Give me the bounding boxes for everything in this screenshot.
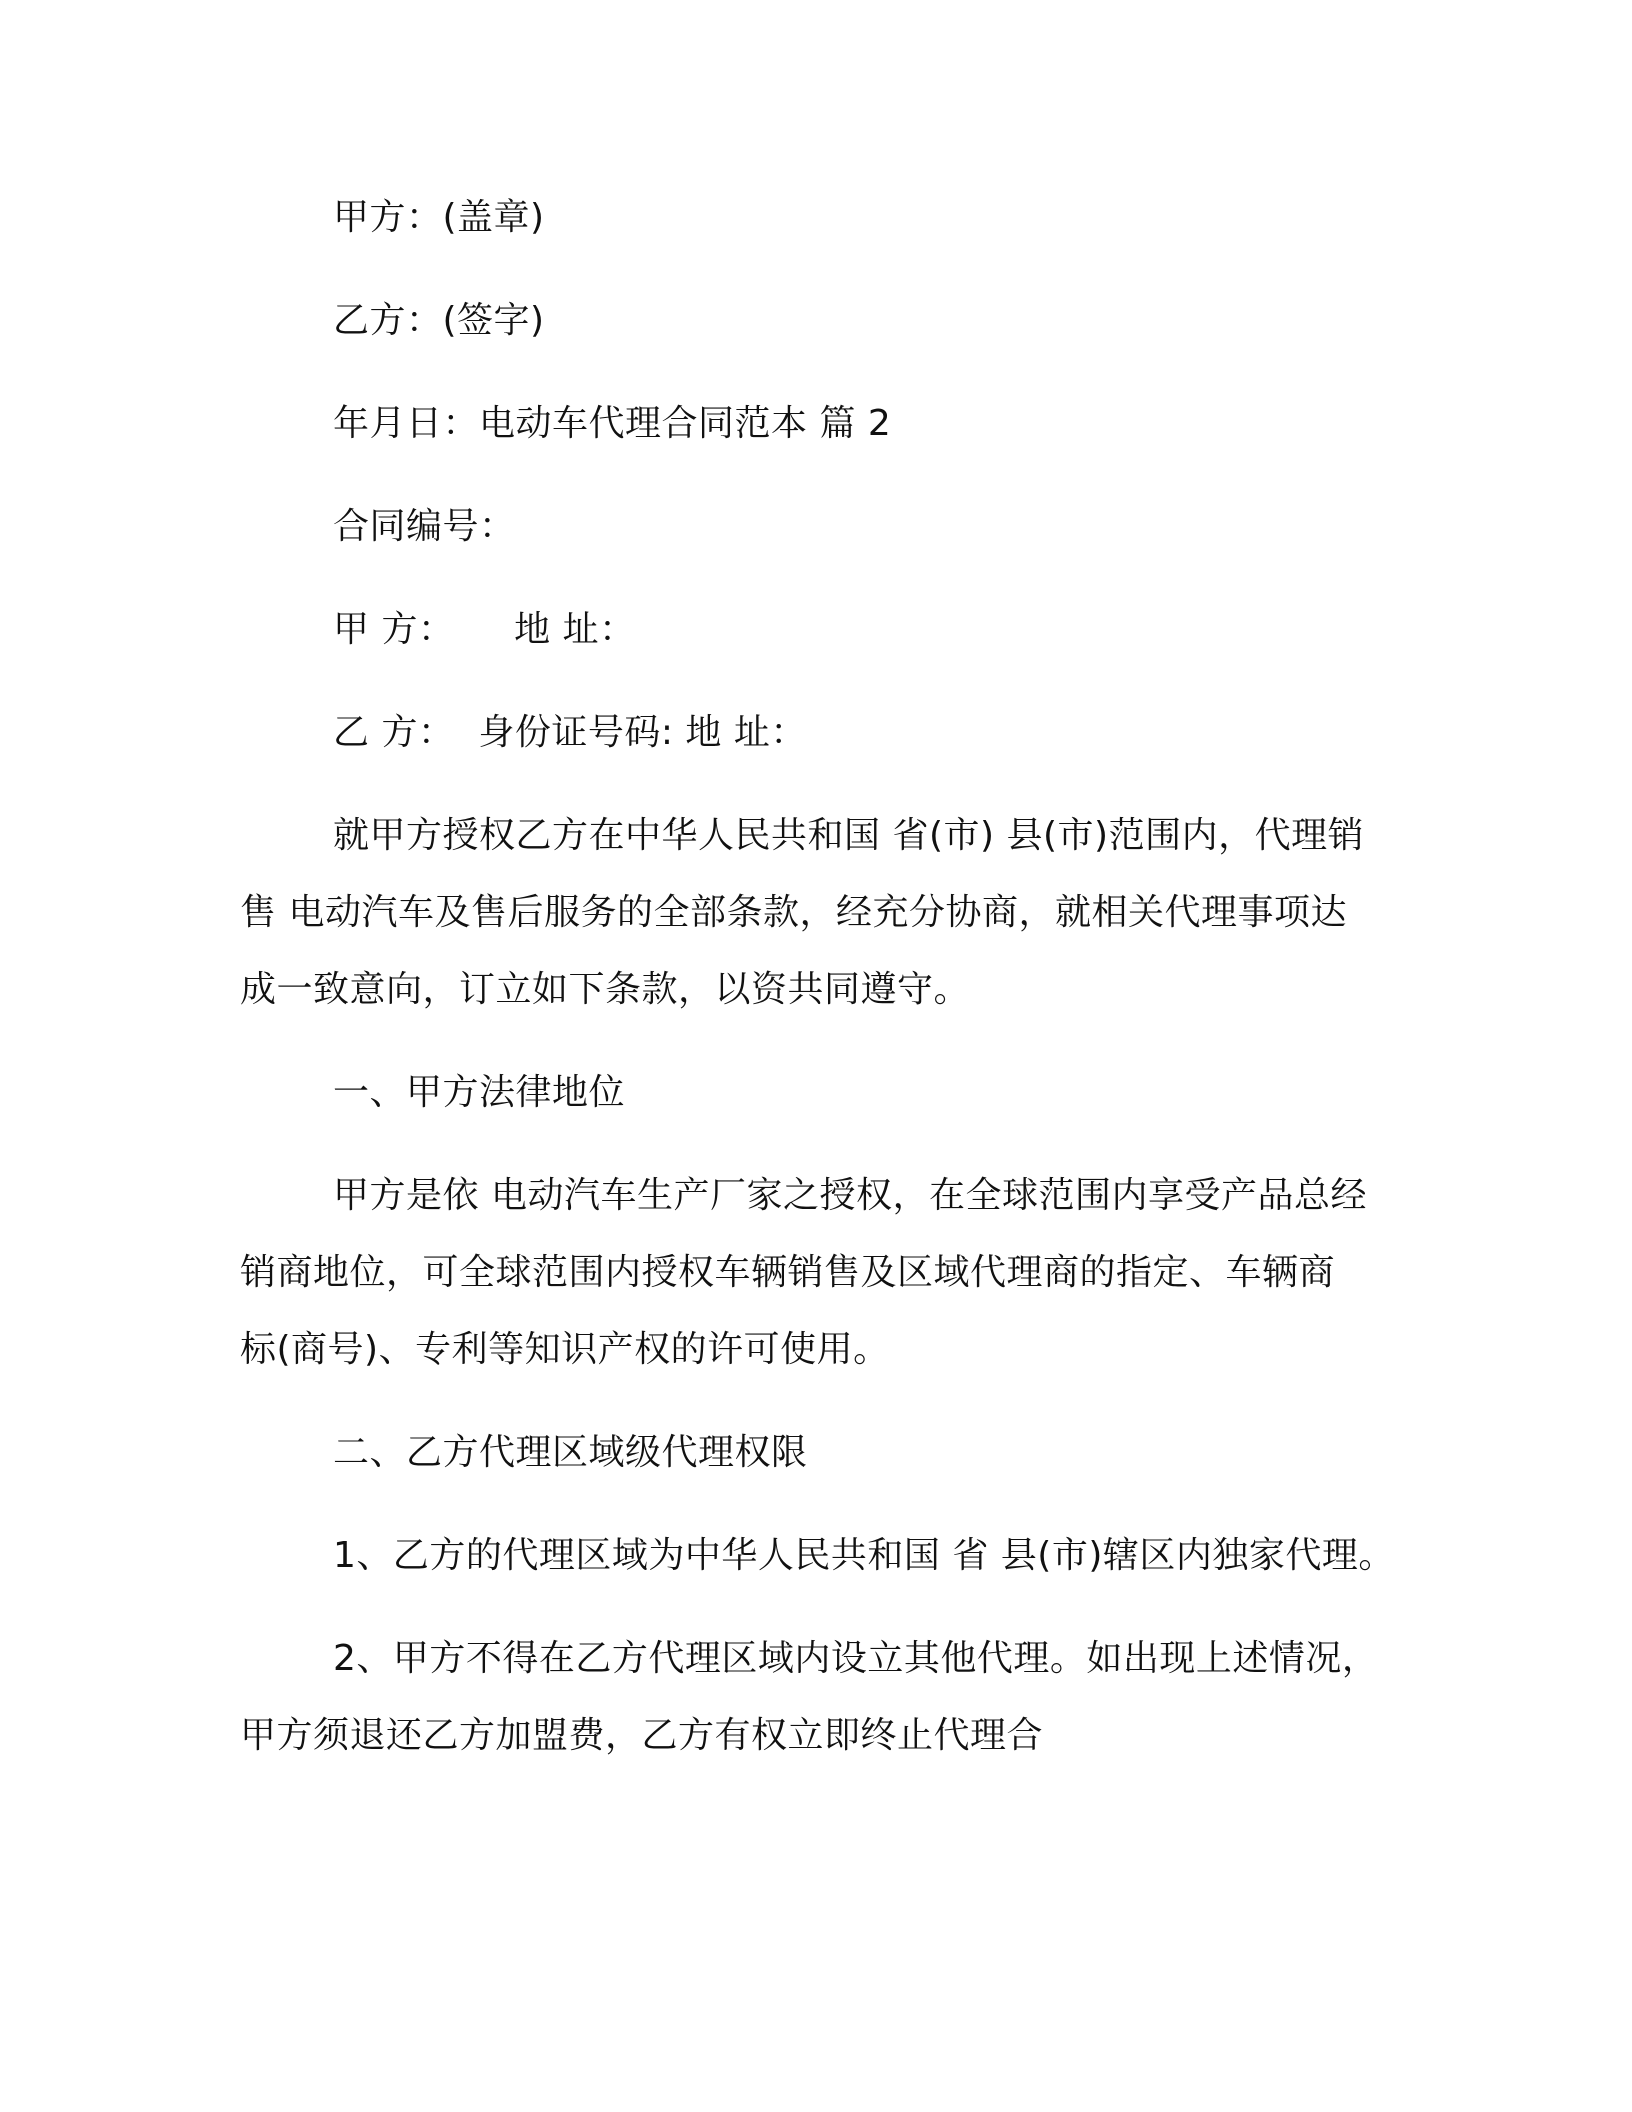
section-1-paragraph-line-2: 销商地位，可全球范围内授权车辆销售及区域代理商的指定、车辆商 [240,1252,1336,1293]
party-b-sign-line: 乙方：(签字) [333,300,545,341]
party-a-seal-line: 甲方：(盖章) [333,197,545,238]
section-2-item-2-line-2: 甲方须退还乙方加盟费，乙方有权立即终止代理合 [240,1715,1044,1756]
section-2-heading: 二、乙方代理区域级代理权限 [333,1432,808,1473]
intro-paragraph-line-2: 售 电动汽车及售后服务的全部条款，经充分协商，就相关代理事项达 [240,892,1347,933]
section-1-paragraph-line-3: 标(商号)、专利等知识产权的许可使用。 [240,1329,890,1370]
section-2-item-2-line-1: 2、甲方不得在乙方代理区域内设立其他代理。如出现上述情况， [333,1638,1379,1679]
date-title-line: 年月日：电动车代理合同范本 篇 2 [333,403,892,444]
party-b-id-address-line: 乙 方： 身份证号码: 地 址： [333,712,807,753]
section-1-paragraph-line-1: 甲方是依 电动汽车生产厂家之授权，在全球范围内享受产品总经 [333,1175,1367,1216]
contract-number-line: 合同编号： [333,506,516,547]
section-2-item-1: 1、乙方的代理区域为中华人民共和国 省 县(市)辖区内独家代理。 [333,1535,1395,1576]
intro-paragraph-line-1: 就甲方授权乙方在中华人民共和国 省(市) 县(市)范围内，代理销 [333,815,1365,856]
party-a-address-line: 甲 方： 地 址： [333,609,636,650]
section-1-heading: 一、甲方法律地位 [333,1072,626,1113]
intro-paragraph-line-3: 成一致意向，订立如下条款，以资共同遵守。 [240,969,971,1010]
